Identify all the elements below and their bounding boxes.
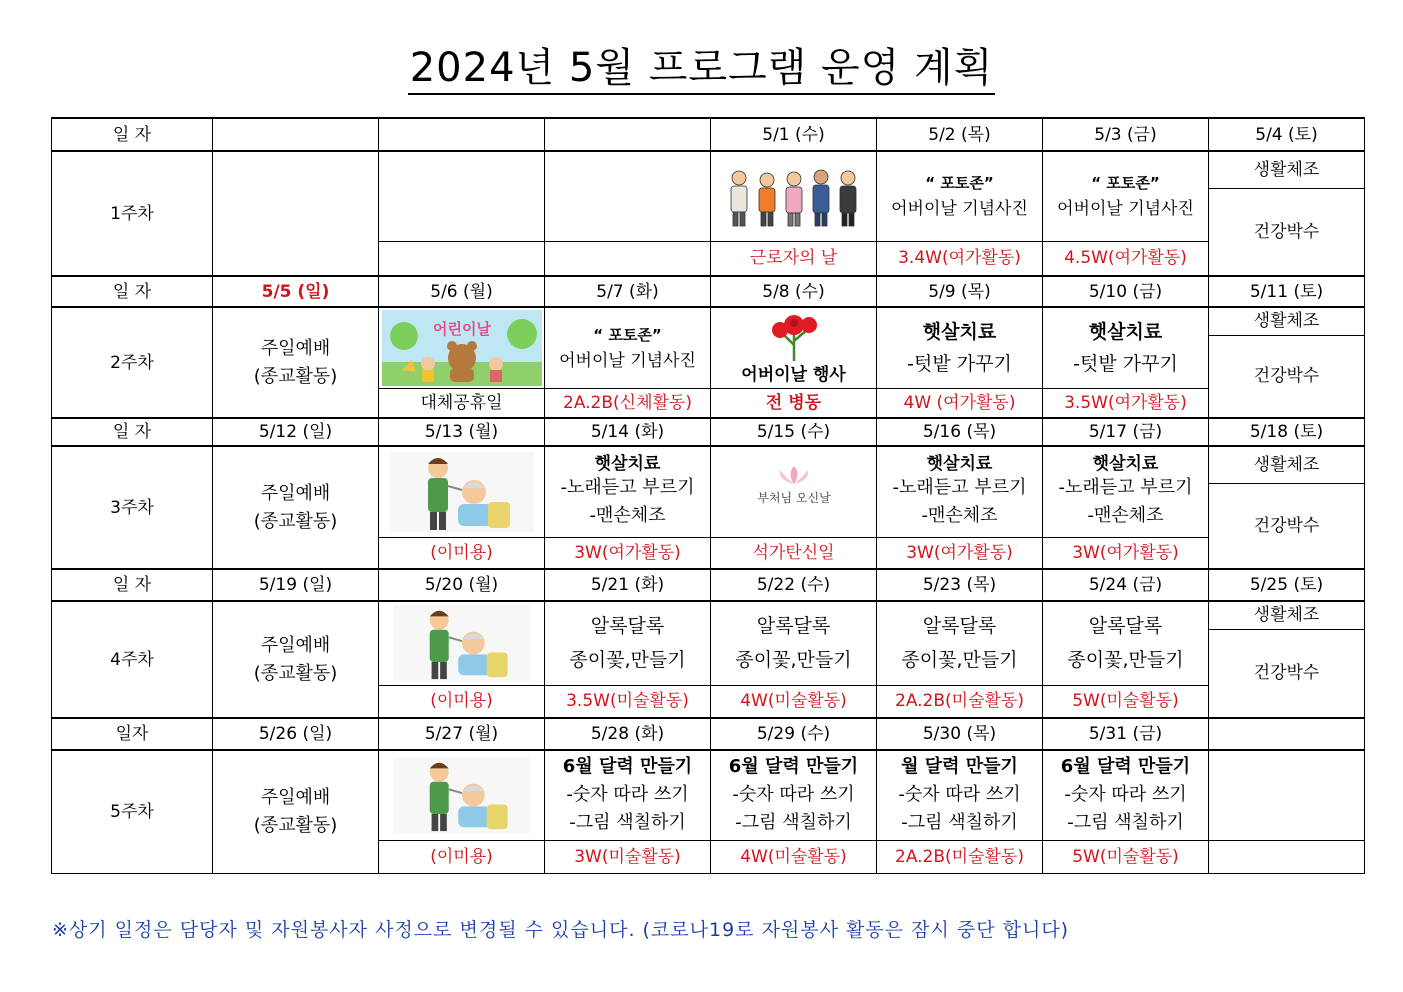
activity-line: -그림 색칠하기 bbox=[901, 812, 1018, 834]
monday-bottom: (이미용) bbox=[379, 685, 545, 718]
sunday-line: (종교활동) bbox=[253, 365, 338, 387]
activity-line: 종이꽃,만들기 bbox=[735, 649, 852, 672]
date-sat: 5/25 (토) bbox=[1209, 569, 1365, 601]
date-sat: 5/4 (토) bbox=[1209, 118, 1365, 151]
date-sun: 5/19 (일) bbox=[213, 569, 379, 601]
childrens-day-illustration-icon bbox=[382, 310, 542, 386]
friday-cell bbox=[1043, 750, 1209, 840]
tuesday-cell bbox=[545, 151, 711, 241]
thursday-cell bbox=[877, 151, 1043, 241]
activity-title: 월 달력 만들기 bbox=[901, 756, 1018, 778]
saturday-bottom bbox=[1209, 840, 1365, 873]
footer-note: ※상기 일정은 담당자 및 자원봉사자 사정으로 변경될 수 있습니다. (코로나19로 자원봉사 활동은 잠시 중단 합니다) bbox=[52, 919, 1070, 941]
thursday-cell bbox=[877, 307, 1043, 388]
sunday-line: (종교활동) bbox=[253, 814, 338, 836]
activity-line: “ 포토존” bbox=[925, 174, 994, 193]
wednesday-cell bbox=[711, 446, 877, 537]
date-thu: 5/30 (목) bbox=[877, 718, 1043, 750]
friday-cell bbox=[1043, 446, 1209, 537]
wednesday-bottom: 전 병동 bbox=[711, 388, 877, 418]
tuesday-bottom: 3.5W(미술활동) bbox=[545, 685, 711, 718]
activity-line: “ 포토존” bbox=[1091, 174, 1160, 193]
date-sun: 5/5 (일) bbox=[213, 276, 379, 307]
activity-title: 햇살치료 bbox=[594, 453, 661, 474]
wednesday-bottom: 4W(미술활동) bbox=[711, 840, 877, 873]
activity-line: 어버이날 기념사진 bbox=[891, 199, 1028, 220]
activity-title: 햇살치료 bbox=[1088, 320, 1163, 343]
tuesday-bottom: 3W(미술활동) bbox=[545, 840, 711, 873]
activity-line: 알록달록 bbox=[590, 615, 665, 638]
activity-title: 햇살치료 bbox=[1092, 453, 1159, 474]
wednesday-bottom: 석가탄신일 bbox=[711, 537, 877, 569]
workers-illustration-icon bbox=[719, 164, 869, 228]
week-label: 4주차 bbox=[52, 601, 213, 718]
activity-line: -그림 색칠하기 bbox=[1067, 812, 1184, 834]
friday-bottom: 4.5W(여가활동) bbox=[1043, 241, 1209, 276]
thursday-cell bbox=[877, 601, 1043, 685]
monday-bottom: (이미용) bbox=[379, 537, 545, 569]
haircut-illustration-icon bbox=[390, 605, 534, 681]
date-header-row bbox=[52, 118, 1365, 151]
tuesday-cell bbox=[545, 307, 711, 388]
activity-line: -맨손체조 bbox=[1087, 504, 1164, 526]
friday-cell bbox=[1043, 307, 1209, 388]
saturday-activity: 건강박수 bbox=[1209, 188, 1365, 276]
activity-line: -맨손체조 bbox=[921, 504, 998, 526]
activity-line: -그림 색칠하기 bbox=[569, 812, 686, 834]
monday-cell bbox=[379, 151, 545, 241]
activity-line: 알록달록 bbox=[1088, 615, 1163, 638]
sunday-cell bbox=[213, 601, 379, 718]
sunday-cell bbox=[213, 307, 379, 418]
activity-title: 6월 달력 만들기 bbox=[562, 756, 693, 778]
saturday-activity: 생활체조 bbox=[1209, 446, 1365, 483]
saturday-cell bbox=[1209, 750, 1365, 840]
date-fri: 5/10 (금) bbox=[1043, 276, 1209, 307]
date-header-label: 일 자 bbox=[52, 569, 213, 601]
date-fri: 5/24 (금) bbox=[1043, 569, 1209, 601]
event-caption: 어버이날 행사 bbox=[741, 364, 846, 385]
activity-line: -숫자 따라 쓰기 bbox=[566, 784, 689, 806]
sunday-cell bbox=[213, 446, 379, 569]
date-mon: 5/27 (월) bbox=[379, 718, 545, 750]
date-thu: 5/16 (목) bbox=[877, 418, 1043, 446]
monday-bottom bbox=[379, 241, 545, 276]
activity-title: 6월 달력 만들기 bbox=[1060, 756, 1191, 778]
date-header-label: 일 자 bbox=[52, 276, 213, 307]
date-sat: 5/18 (토) bbox=[1209, 418, 1365, 446]
sunday-cell bbox=[213, 151, 379, 276]
date-fri: 5/31 (금) bbox=[1043, 718, 1209, 750]
date-fri: 5/17 (금) bbox=[1043, 418, 1209, 446]
friday-bottom: 5W(미술활동) bbox=[1043, 840, 1209, 873]
date-mon bbox=[379, 118, 545, 151]
saturday-activity: 건강박수 bbox=[1209, 629, 1365, 718]
svg-text:어린이날: 어린이날 bbox=[432, 319, 491, 338]
monday-bottom: 대체공휴일 bbox=[379, 388, 545, 418]
date-sat bbox=[1209, 718, 1365, 750]
date-sun: 5/12 (일) bbox=[213, 418, 379, 446]
wednesday-cell bbox=[711, 151, 877, 241]
svg-text:부처님 오신날: 부처님 오신날 bbox=[756, 490, 831, 505]
saturday-activity: 생활체조 bbox=[1209, 307, 1365, 335]
date-header-row bbox=[52, 718, 1365, 750]
monday-cell bbox=[379, 750, 545, 840]
date-tue: 5/14 (화) bbox=[545, 418, 711, 446]
wednesday-bottom: 근로자의 날 bbox=[711, 241, 877, 276]
activity-line: -텃밭 가꾸기 bbox=[907, 352, 1012, 375]
week-label: 1주차 bbox=[52, 151, 213, 276]
date-wed: 5/15 (수) bbox=[711, 418, 877, 446]
friday-cell bbox=[1043, 601, 1209, 685]
tuesday-cell bbox=[545, 601, 711, 685]
date-wed: 5/1 (수) bbox=[711, 118, 877, 151]
tuesday-bottom: 2A.2B(신체활동) bbox=[545, 388, 711, 418]
activity-line: -숫자 따라 쓰기 bbox=[1064, 784, 1187, 806]
activity-line: “ 포토존” bbox=[593, 325, 662, 344]
date-wed: 5/22 (수) bbox=[711, 569, 877, 601]
date-tue: 5/21 (화) bbox=[545, 569, 711, 601]
thursday-cell bbox=[877, 446, 1043, 537]
activity-line: 알록달록 bbox=[756, 615, 831, 638]
date-header-row bbox=[52, 569, 1365, 601]
week-label: 3주차 bbox=[52, 446, 213, 569]
thursday-bottom: 3.4W(여가활동) bbox=[877, 241, 1043, 276]
activity-title: 햇살치료 bbox=[922, 320, 997, 343]
sunday-line: 주일예배 bbox=[260, 786, 331, 808]
date-wed: 5/29 (수) bbox=[711, 718, 877, 750]
thursday-bottom: 4W (여가활동) bbox=[877, 388, 1043, 418]
activity-line: 어버이날 기념사진 bbox=[559, 350, 696, 371]
date-tue bbox=[545, 118, 711, 151]
saturday-activity: 건강박수 bbox=[1209, 335, 1365, 418]
activity-line: 종이꽃,만들기 bbox=[1067, 649, 1184, 672]
sunday-line: 주일예배 bbox=[260, 482, 331, 504]
tuesday-cell bbox=[545, 446, 711, 537]
activity-line: -텃밭 가꾸기 bbox=[1073, 352, 1178, 375]
date-sun: 5/26 (일) bbox=[213, 718, 379, 750]
saturday-activity: 생활체조 bbox=[1209, 601, 1365, 629]
activity-line: -숫자 따라 쓰기 bbox=[898, 784, 1021, 806]
wednesday-bottom: 4W(미술활동) bbox=[711, 685, 877, 718]
thursday-bottom: 3W(여가활동) bbox=[877, 537, 1043, 569]
activity-line: 어버이날 기념사진 bbox=[1057, 199, 1194, 220]
date-tue: 5/28 (화) bbox=[545, 718, 711, 750]
activity-line: 알록달록 bbox=[922, 615, 997, 638]
saturday-activity: 생활체조 bbox=[1209, 151, 1365, 188]
friday-bottom: 3.5W(여가활동) bbox=[1043, 388, 1209, 418]
saturday-activity: 건강박수 bbox=[1209, 483, 1365, 569]
date-mon: 5/20 (월) bbox=[379, 569, 545, 601]
activity-line: -노래듣고 부르기 bbox=[560, 476, 695, 498]
date-wed: 5/8 (수) bbox=[711, 276, 877, 307]
activity-line: -그림 색칠하기 bbox=[735, 812, 852, 834]
date-header-row bbox=[52, 418, 1365, 446]
wednesday-cell bbox=[711, 750, 877, 840]
thursday-cell bbox=[877, 750, 1043, 840]
thursday-bottom: 2A.2B(미술활동) bbox=[877, 685, 1043, 718]
date-sat: 5/11 (토) bbox=[1209, 276, 1365, 307]
tuesday-bottom bbox=[545, 241, 711, 276]
date-thu: 5/2 (목) bbox=[877, 118, 1043, 151]
week-label: 2주차 bbox=[52, 307, 213, 418]
carnation-icon bbox=[754, 311, 834, 363]
activity-line: -노래듣고 부르기 bbox=[892, 476, 1027, 498]
date-thu: 5/9 (목) bbox=[877, 276, 1043, 307]
date-fri: 5/3 (금) bbox=[1043, 118, 1209, 151]
page-title: 2024년 5월 프로그램 운영 계획 bbox=[0, 44, 1403, 92]
sunday-line: 주일예배 bbox=[260, 634, 331, 656]
schedule-table bbox=[51, 117, 1365, 874]
date-sun bbox=[213, 118, 379, 151]
sunday-line: (종교활동) bbox=[253, 510, 338, 532]
date-mon: 5/13 (월) bbox=[379, 418, 545, 446]
date-mon: 5/6 (월) bbox=[379, 276, 545, 307]
thursday-bottom: 2A.2B(미술활동) bbox=[877, 840, 1043, 873]
date-header-row bbox=[52, 276, 1365, 307]
date-tue: 5/7 (화) bbox=[545, 276, 711, 307]
sunday-line: (종교활동) bbox=[253, 662, 338, 684]
sunday-cell bbox=[213, 750, 379, 873]
haircut-illustration-icon bbox=[390, 452, 534, 532]
activity-line: -맨손체조 bbox=[589, 504, 666, 526]
week-label: 5주차 bbox=[52, 750, 213, 873]
activity-line: -노래듣고 부르기 bbox=[1058, 476, 1193, 498]
friday-bottom: 5W(미술활동) bbox=[1043, 685, 1209, 718]
friday-bottom: 3W(여가활동) bbox=[1043, 537, 1209, 569]
date-header-label: 일 자 bbox=[52, 118, 213, 151]
sunday-line: 주일예배 bbox=[260, 337, 331, 359]
tuesday-bottom: 3W(여가활동) bbox=[545, 537, 711, 569]
monday-cell bbox=[379, 307, 545, 388]
activity-title: 6월 달력 만들기 bbox=[728, 756, 859, 778]
date-header-label: 일자 bbox=[52, 718, 213, 750]
wednesday-cell bbox=[711, 601, 877, 685]
monday-cell bbox=[379, 601, 545, 685]
haircut-illustration-icon bbox=[390, 757, 534, 833]
wednesday-cell bbox=[711, 307, 877, 388]
activity-title: 햇살치료 bbox=[926, 453, 993, 474]
monday-cell bbox=[379, 446, 545, 537]
activity-line: -숫자 따라 쓰기 bbox=[732, 784, 855, 806]
friday-cell bbox=[1043, 151, 1209, 241]
monday-bottom: (이미용) bbox=[379, 840, 545, 873]
tuesday-cell bbox=[545, 750, 711, 840]
date-header-label: 일 자 bbox=[52, 418, 213, 446]
date-thu: 5/23 (목) bbox=[877, 569, 1043, 601]
activity-line: 종이꽃,만들기 bbox=[901, 649, 1018, 672]
lotus-icon bbox=[754, 462, 834, 522]
activity-line: 종이꽃,만들기 bbox=[569, 649, 686, 672]
